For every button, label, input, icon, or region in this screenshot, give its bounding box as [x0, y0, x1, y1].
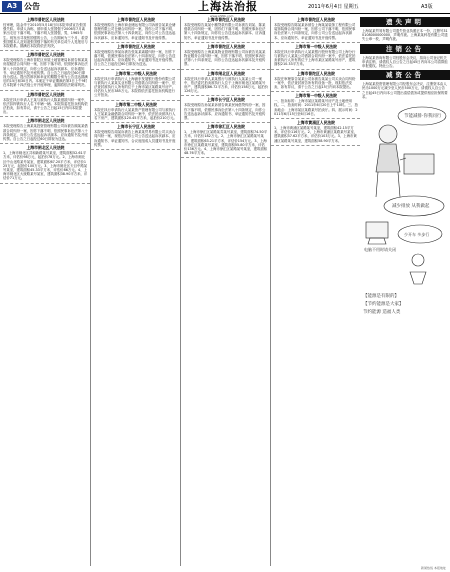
notice-body: 经审理，陆金华于2010年5月18日向本院申请宣告张国强失踪。申请人诉称，被申请人张国强于2006年7月离家出走后下落不明。下落不明人张国强，男，1965年生。现发出寻找张国强的公告，公告期间为三个月，希望张国强本人及知道张国强下落的有关单位或个人见报后与本院联系。期满后本院将依法判决。 [3, 23, 88, 49]
lost-notice-text: 上海某某贸易有限公司遗失营业执照正本一份，注册号310108000000000，声明作废。上海某某科技有限公司遗失公章一枚，声明作废。 [362, 29, 448, 42]
notice-title: 上海市普陀区人民法院 [297, 70, 335, 76]
edition-label: A3版 [421, 4, 433, 10]
notice-column [90, 16, 180, 566]
court-notice [181, 70, 270, 97]
notice-body: 本院受理原告孙某某诉被告黄某民间借贷纠纷一案，因你下落不明，依照民事诉讼法第八十四条规定，向你公告送达起诉状副本、应诉通知书、举证通知书及开庭传票。 [184, 103, 266, 121]
deregistration-banner: 注销公告 [360, 44, 450, 54]
notice-column [0, 16, 90, 566]
newspaper-masthead: 上海法治报 [198, 0, 258, 13]
court-notice [91, 101, 180, 124]
notice-title: 上海市普陀区人民法院 [297, 17, 335, 22]
notice-title: 上海市第二中级人民法院 [115, 101, 157, 107]
notice-title: 上海市闸北区人民法院 [26, 145, 65, 151]
lost-notice-banner: 遗失声明 [360, 17, 450, 27]
ad-slogan-1: 节能减排·你我同行 [404, 114, 442, 120]
capital-reduction-banner: 减资公告 [360, 70, 450, 80]
court-notice [91, 123, 180, 150]
court-notice [91, 43, 180, 70]
section-title: 公告 [24, 2, 40, 11]
notice-title: 上海市闸北区人民法院 [207, 70, 245, 76]
notice-body: 一、拍卖标的：上海市某区某路某号房产及土地使用权。二、拍卖时间：2011年6月20日上午10时。三、拍卖地点：上海市某区某路某号拍卖厅。四、展示时间：2011年6月15日至6月16日。 [274, 99, 358, 116]
court-notice [271, 43, 360, 70]
notice-body: 本院受理原告李某诉被告张某某离婚纠纷一案，因你下落不明，依照民事诉讼法第八十四条规定，向你公告送达起诉状副本、应诉通知书、举证通知书及开庭传票。自公告之日起经过60日即视为送达。 [94, 49, 176, 67]
deregistration-text: 上海某某咨询有限公司经股东会决议，拟向公司登记机关申请注销，请债权人自公告之日起45日内向本公司清算组申报债权。特此公告。 [362, 55, 448, 69]
notice-title: 上海市第一中级人民法院 [295, 43, 337, 49]
notice-title: 上海市普陀区人民法院 [117, 17, 155, 22]
court-notice [91, 16, 180, 43]
notice-body: 本院受理原告周某诉被告上海某某贸易有限公司买卖合同纠纷一案，现依法向你公司公告送达起诉状副本、应诉通知书、举证通知书、合议庭组成人员通知书及开庭传票。 [94, 130, 176, 147]
ad-illustration [360, 102, 450, 292]
notice-body: 本院在执行申请人某某银行与被执行人某某公司一案中，依法委托拍卖被执行人位于上海市闸北区某路某号房产，建筑面积86.72平方米，评估价158万元，起拍价126万元。 [184, 76, 268, 94]
page-header [0, 0, 450, 14]
court-notice [181, 43, 270, 70]
court-notice [271, 16, 360, 43]
notice-body: 本院在执行申请执行人某某资产管理有限公司与被执行人王某某金融借款合同纠纷一案中，依法拍卖被执行人名下房产，建筑面积120.45平方米，起拍价210万元。 [94, 107, 177, 121]
court-notice [0, 16, 90, 51]
court-notice [91, 70, 180, 101]
notice-title: 上海市长宁区人民法院 [117, 124, 155, 130]
notice-title: 上海市长宁区人民法院 [207, 97, 245, 103]
court-notice [181, 123, 270, 158]
notice-body: 1、上海市黄浦区某路某号某室，建筑面积42.15平方米，评估价116万元。2、上海市黄浦区某路某号某室，建筑面积37.62平方米，评估价103万元。3、上海市黄浦区某路某号某室，建筑面积58.90平方米。 [274, 126, 358, 143]
right-ad-column [360, 16, 450, 566]
notice-body: 本院受理原告上海某某物业管理有限公司诉被告吴某某物业服务合同纠纷一案，因你下落不明，依照民事诉讼法第八十四条规定，向你公告送达起诉状副本及开庭传票。 [184, 49, 266, 67]
notice-column [180, 16, 270, 566]
notice-title: 上海市第一中级人民法院 [295, 93, 337, 99]
ad-slogan-3: 节约能源 造福人类 [363, 310, 401, 316]
notice-body: 本院在执行申请执行人某某银行股份有限公司上海分行与被执行人某某公司借款合同纠纷一案中，依法委托拍卖被执行人所有的位于上海市某区某路某号房产，建筑面积210.33平方米。 [274, 49, 356, 67]
ad-footer-1: 【能源是有限的】 [363, 294, 399, 300]
website-url: www.shfzb.com [210, 14, 234, 18]
notice-title: 上海市普陀区人民法院 [26, 52, 65, 58]
court-notice [271, 119, 360, 146]
ad-caption-2: 少开车 多步行 [404, 232, 430, 238]
notice-body: 本院在执行申请执行人上海浦东发展银行股份有限公司与被执行人某某实业有限公司借款合同纠纷一案中，依法查封被执行人所有的位于上海市某区某路某号房产。评估价人民币385万元。本院将依法委托拍卖机构进行公开拍卖。 [94, 76, 176, 98]
notice-column [270, 16, 360, 566]
notice-body: 本院受理原告上海某某投资管理有限公司诉被告顾某某借款合同纠纷一案，因你下落不明，依照民事诉讼法第八十四条规定，向你公告送达起诉状副本、应诉通知书及开庭传票。自公告之日起经过60日即视为送达。 [3, 124, 88, 142]
ad-caption-1: 电脑不用时请关闭 [364, 247, 396, 253]
notice-body: 本院受理原告上海市商业储运有限公司诉被告某某仓储管理有限公司仓储合同纠纷一案，因你公司下落不明，依照民事诉讼法第八十四条规定，向你公司公告送达起诉状副本、应诉通知书、举证通知书及开庭传票。 [94, 23, 176, 40]
notice-title: 上海市闸北区人民法院 [26, 118, 65, 124]
court-notice [0, 91, 90, 118]
notice-title: 上海市黄浦区人民法院 [297, 120, 335, 126]
court-notice [271, 92, 360, 119]
notice-title: 上海市徐汇区人民法院 [207, 124, 245, 130]
notice-body: 本院受理原告陈某某诉被告上海某某装饰工程有限公司装饰装修合同纠纷一案，因你公司下落不明，依照民事诉讼法第八十四条规定，向你公司公告送达起诉状副本、应诉通知书、举证通知书及开庭传票。 [274, 23, 356, 40]
notice-title: 上海市第二中级人民法院 [115, 70, 157, 76]
page-footer: 新闻热线 本报地址 [421, 566, 446, 570]
court-notice [181, 16, 270, 43]
energy-saving-ad [360, 102, 450, 292]
notice-title: 上海市普陀区人民法院 [117, 43, 155, 49]
capital-reduction-text: 上海某某投资管理有限公司经股东会决议，注册资本由人民币1000万元减少至人民币500万元，请债权人自公告之日起45日内向本公司提出清偿债务或提供相应担保的要求。 [362, 82, 448, 99]
court-notice [0, 51, 90, 90]
notice-title: 上海市普陀区人民法院 [207, 17, 245, 22]
notice-body: 1、上海市闸北区共和新路某号某室，建筑面积52.61平方米，评估价98万元，起拍价78万元。2、上海市闸北区中山北路某号某室，建筑面积67.20平方米，评估价125万元，起拍价100万元。3、上海市闸北区天目中路某号某室，建筑面积45.33平方米，评估价86万元。4、上海市闸北区大统路某号某室，建筑面积38.90平方米，评估价71万元。 [3, 151, 88, 181]
ad-footer-2: 【节约能源是大家】 [363, 302, 404, 308]
court-notice [0, 117, 90, 144]
issue-date: 2011年6月4日 星期五 [308, 4, 359, 10]
notice-title: 上海市普陀区人民法院 [26, 91, 65, 97]
court-notice [181, 96, 270, 123]
notice-body: 本院受理原告某某小额贷款有限公司诉被告刘某、陈某借款合同纠纷一案，因你们下落不明，依照民事诉讼法第八十四条规定，向你们公告送达起诉状副本、应诉通知书、举证通知书及开庭传票。 [184, 23, 266, 40]
notice-body: 1、上海市徐汇区某路某弄某号某室，建筑面积74.50平方米，评估价182万元。2、上海市徐汇区某路某号某室，建筑面积63.21平方米，评估价154万元。3、上海市徐汇区某路某号某室，建筑面积55.80平方米，评估价136万元。4、上海市徐汇区某路某号某室，建筑面积48.76平方米。 [184, 130, 268, 156]
notice-body: 本院受理原告上海市普陀区房屋土地管理局诉被告林某某房屋租赁合同纠纷一案，因你下落不明，依照民事诉讼法第八十四条规定，向你公告送达起诉状副本、应诉通知书、举证通知书及开庭传票。自公告之日起经过60日即视为送达。提出答辩状和举证的期限分别为公告送达期满后的15日和30日内。本案定于举证期满后第3日上午9时在本院第十四法庭公开开庭审理，逾期将依法缺席判决。 [3, 58, 88, 88]
court-notice [0, 144, 90, 183]
notice-title: 上海市普陀区人民法院 [26, 17, 65, 22]
notice-body: 本院在审理原告某某公司诉被告某某公司买卖合同纠纷一案中，依法查封被告所有的设备一批，现拟依法变卖，如有异议，请于公告之日起15日内向本院提出。 [274, 76, 356, 90]
court-notice [271, 70, 360, 93]
section-logo: A3 [2, 1, 22, 12]
ad-slogan-2: 减少排放 从我做起 [392, 204, 430, 210]
notice-body: 本院在执行申请人王某与被执行人陈某借款纠纷一案中，依法扣押被执行人名下车辆一辆。本院拟委托拍卖机构依法拍卖，如有异议，请于公告之日起15日内向本院提出。 [3, 97, 88, 115]
notice-title: 上海市普陀区人民法院 [207, 43, 245, 49]
